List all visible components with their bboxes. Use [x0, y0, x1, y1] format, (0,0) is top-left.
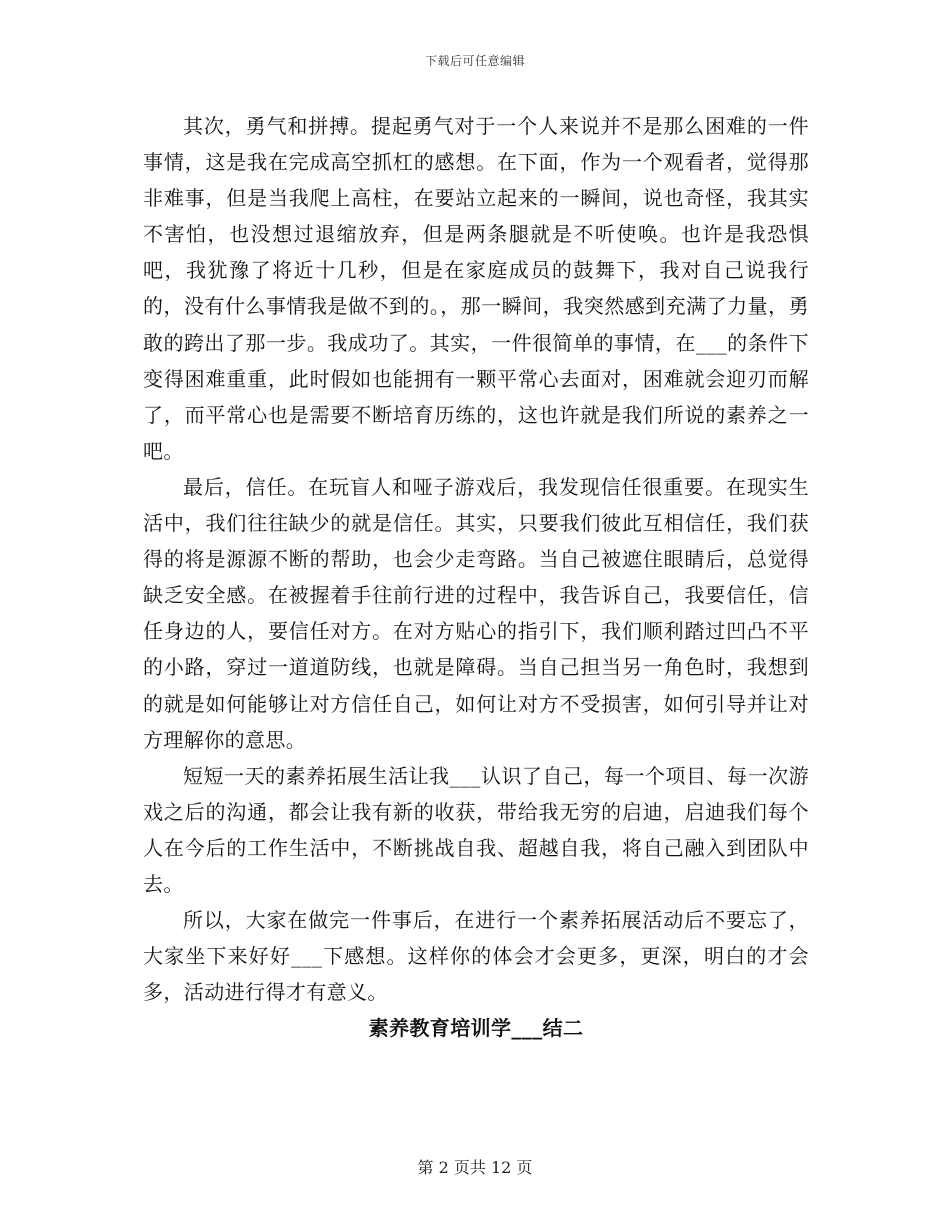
page-header: 下载后可任意编辑: [424, 54, 525, 68]
paragraph-conclusion: 所以，大家在做完一件事后，在进行一个素养拓展活动后不要忘了，大家坐下来好好___下感想。这样你的体会才会更多，更深，明白的才会多，活动进行得才有意义。: [143, 908, 809, 1005]
page-footer: 第 2 页共 12 页: [417, 1158, 533, 1177]
paragraph-trust: 最后，信任。在玩盲人和哑子游戏后，我发现信任很重要。在现实生活中，我们往往缺少的就是信任。其实，只要我们彼此互相信任，我们获得的将是源源不断的帮助，也会少走弯路。当自己被遮住眼睛后，总觉得缺乏安全感。在被握着手往前行进的过程中，我告诉自己，我要信任，信任身边的人，要信任对方。在对方贴心的指引下，我们顺利踏过凹凸不平的小路，穿过一道道防线，也就是障碍。当自己担当另一角色时，我想到的就是如何能够让对方信任自己，如何让对方不受损害，如何引导并让对方理解你的意思。: [143, 474, 809, 752]
paragraph-summary: 短短一天的素养拓展生活让我___认识了自己，每一个项目、每一次游戏之后的沟通，都会让我有新的收获，带给我无穷的启迪，启迪我们每个人在今后的工作生活中，不断挑战自我、超越自我，将自己融入到团队中去。: [143, 763, 809, 896]
document-body: [143, 108, 809, 1046]
paragraph-courage: 其次，勇气和拼搏。提起勇气对于一个人来说并不是那么困难的一件事情，这是我在完成高空抓杠的感想。在下面，作为一个观看者，觉得那非难事，但是当我爬上高柱，在要站立起来的一瞬间，说也奇怪，我其实不害怕，也没想过退缩放弃，但是两条腿就是不听使唤。也许是我恐惧吧，我犹豫了将近十几秒，但是在家庭成员的鼓舞下，我对自己说我行的，没有什么事情我是做不到的。，那一瞬间，我突然感到充满了力量，勇敢的跨出了那一步。我成功了。其实，一件很简单的事情，在___的条件下变得困难重重，此时假如也能拥有一颗平常心去面对，困难就会迎刃而解了，而平常心也是需要不断培育历练的，这也许就是我们所说的素养之一吧。: [143, 114, 809, 463]
section-title: 素养教育培训学___结二: [368, 1016, 584, 1041]
